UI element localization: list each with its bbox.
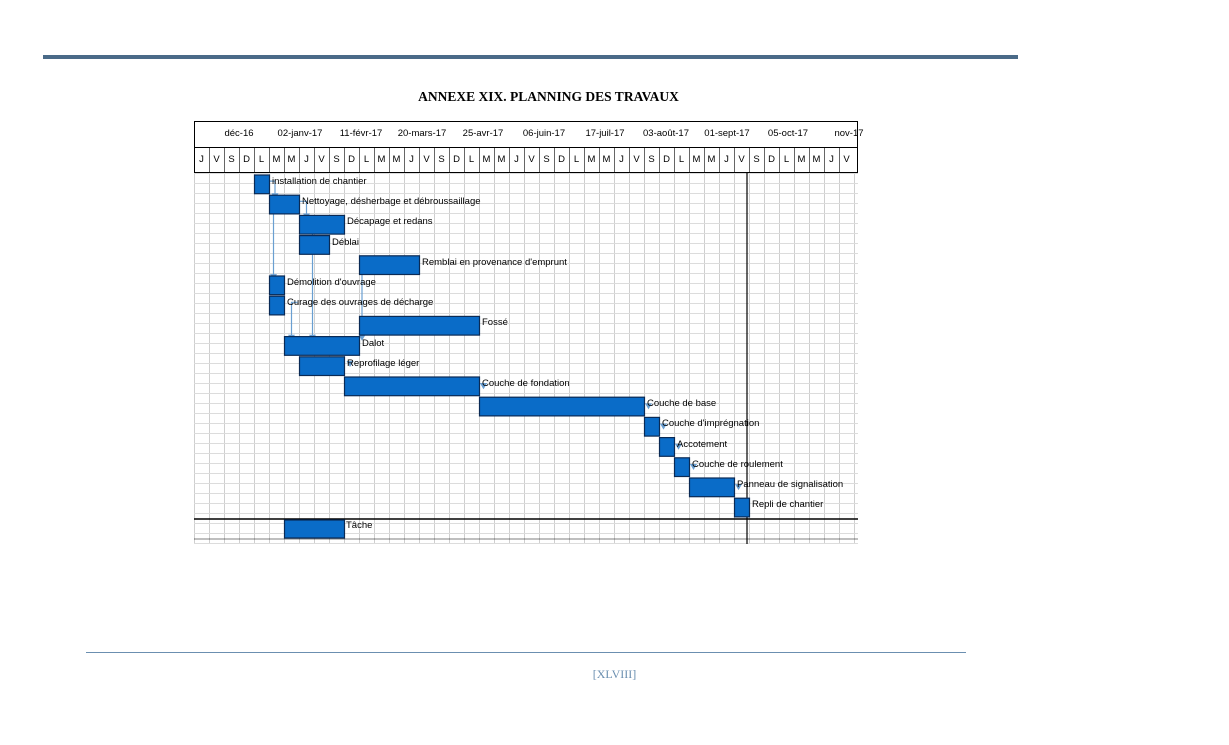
day-label: S: [333, 154, 340, 165]
task-bar: [735, 498, 750, 517]
task-bar: [255, 175, 270, 194]
task-bar: [300, 357, 345, 376]
day-label: M: [497, 154, 506, 165]
task-bar: [360, 256, 420, 275]
task-bar: [270, 195, 300, 214]
footer-rule: [86, 652, 966, 653]
task-label: Couche d'imprégnation: [662, 418, 760, 430]
task-label: Couche de fondation: [482, 378, 570, 389]
task-bar: [645, 417, 660, 436]
month-label: 05-oct-17: [767, 128, 809, 139]
task-bar: [285, 337, 360, 356]
month-label: 02-janv-17: [277, 128, 323, 139]
day-label: L: [363, 154, 370, 165]
legend-label: Tâche: [346, 520, 373, 531]
task-bar: [660, 438, 675, 457]
task-label: Fossé: [482, 317, 508, 329]
day-label: J: [304, 154, 309, 165]
task-label: Dalot: [362, 337, 385, 349]
month-label: 11-févr-17: [339, 128, 383, 139]
day-label: D: [348, 154, 355, 165]
task-label: Décapage et redans: [347, 216, 433, 228]
day-label: J: [409, 154, 414, 165]
task-label: Démolition d'ouvrage: [287, 277, 376, 288]
day-label: L: [573, 154, 580, 165]
day-label: S: [543, 154, 550, 165]
day-label: M: [392, 154, 401, 165]
gantt-chart: [194, 121, 864, 544]
task-bar: [300, 236, 330, 255]
task-bar: [300, 215, 345, 234]
day-label: V: [843, 154, 850, 165]
month-label: déc-16: [224, 128, 254, 139]
day-label: M: [377, 154, 386, 165]
day-label: V: [633, 154, 640, 165]
task-bar: [675, 458, 690, 477]
day-label: M: [272, 154, 281, 165]
day-label: L: [468, 154, 475, 165]
day-label: V: [423, 154, 430, 165]
task-label: Accotement: [677, 438, 728, 450]
day-label: L: [678, 154, 685, 165]
month-label: nov-17: [834, 128, 864, 139]
task-label: Repli de chantier: [752, 499, 824, 511]
day-label: D: [558, 154, 565, 165]
task-bar: [270, 276, 285, 295]
day-label: J: [619, 154, 624, 165]
task-label: Curage des ouvrages de décharge: [287, 297, 434, 309]
day-label: V: [318, 154, 325, 165]
task-label: Couche de roulement: [692, 458, 783, 470]
month-label: 25-avr-17: [462, 128, 504, 139]
day-label: D: [663, 154, 670, 165]
task-label: installation de chantier: [272, 176, 367, 187]
task-bar: [270, 296, 285, 315]
day-label: S: [753, 154, 760, 165]
day-label: J: [514, 154, 519, 165]
task-label: Panneau de signalisation: [737, 479, 844, 490]
task-label: Remblai en provenance d'emprunt: [422, 256, 567, 268]
day-label: M: [797, 154, 806, 165]
month-label: 03-août-17: [643, 128, 689, 139]
task-bar: [480, 397, 645, 416]
day-label: S: [228, 154, 235, 165]
day-label: V: [738, 154, 745, 165]
day-label: D: [768, 154, 775, 165]
legend-bar: [285, 520, 345, 538]
day-label: J: [724, 154, 729, 165]
task-bar: [690, 478, 735, 497]
day-label: J: [199, 154, 204, 165]
day-label: V: [528, 154, 535, 165]
day-label: S: [648, 154, 655, 165]
day-label: D: [453, 154, 460, 165]
task-label: Déblai: [332, 236, 359, 248]
day-label: M: [602, 154, 611, 165]
task-label: Couche de base: [647, 398, 717, 410]
month-label: 06-juin-17: [522, 128, 566, 139]
page-number: [XLVIII]: [592, 667, 637, 681]
day-label: V: [213, 154, 220, 165]
month-label: 01-sept-17: [704, 128, 750, 139]
task-label: Reprofilage léger: [347, 357, 420, 369]
month-label: 20-mars-17: [397, 128, 447, 139]
day-label: M: [287, 154, 296, 165]
day-label: M: [707, 154, 716, 165]
day-label: M: [692, 154, 701, 165]
month-label: 17-juil-17: [585, 128, 625, 139]
task-label: Nettoyage, désherbage et débroussaillage: [302, 196, 481, 208]
task-bar: [345, 377, 480, 396]
day-label: L: [258, 154, 265, 165]
day-label: J: [829, 154, 834, 165]
day-label: D: [243, 154, 250, 165]
day-label: S: [438, 154, 445, 165]
day-label: M: [812, 154, 821, 165]
day-label: M: [482, 154, 491, 165]
day-label: L: [783, 154, 790, 165]
day-label: M: [587, 154, 596, 165]
document-title: ANNEXE XIX. PLANNING DES TRAVAUX: [418, 89, 679, 104]
task-bar: [360, 316, 480, 335]
header-rule: [43, 55, 1018, 59]
